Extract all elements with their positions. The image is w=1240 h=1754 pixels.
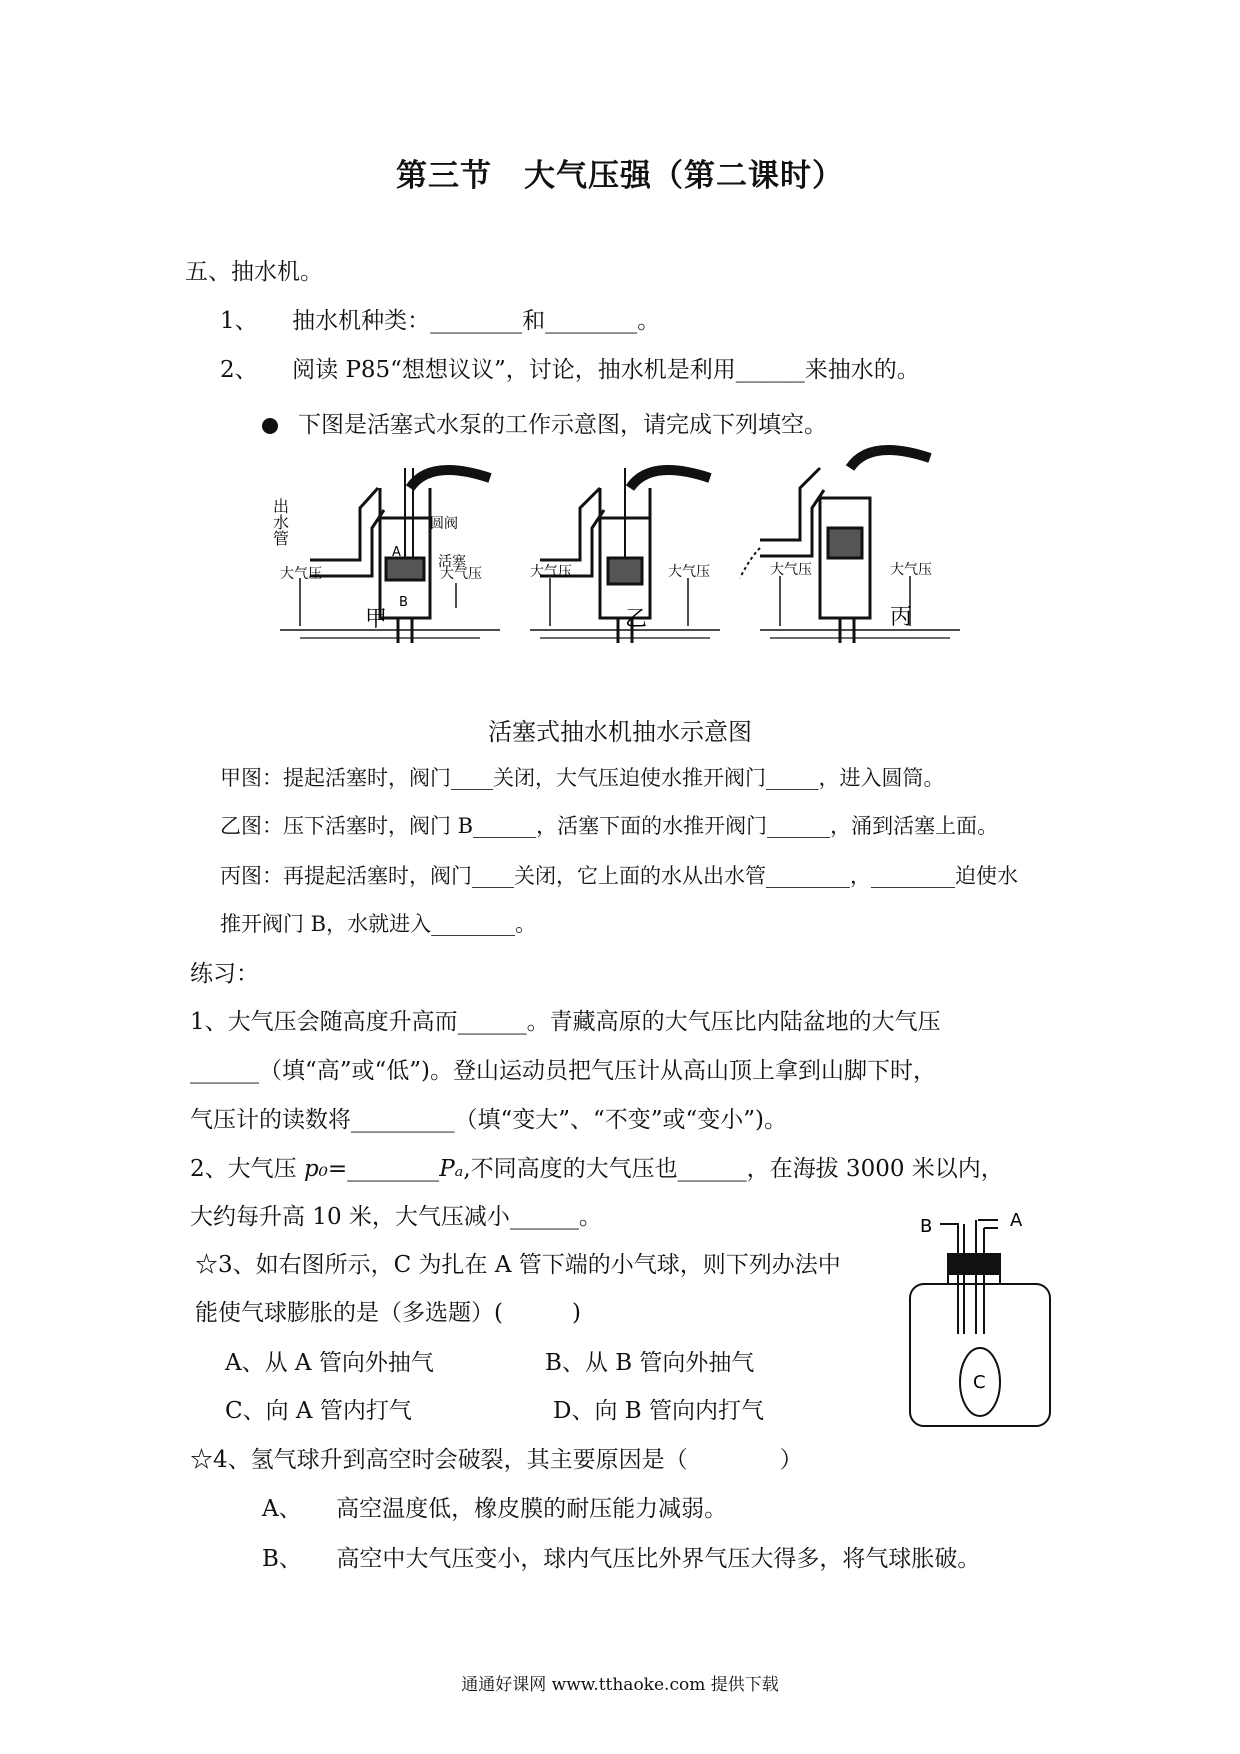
valve-label: 圆阀 <box>430 516 458 532</box>
pump-panel-jia <box>280 468 500 643</box>
item-2: 2、 阅读 P85“想想议议”，讨论，抽水机是利用______来抽水的。 <box>220 357 920 383</box>
q3-option-c: C、向 A 管内打气 <box>225 1398 412 1424</box>
page-footer: 通通好课网 www.tthaoke.com 提供下载 <box>461 1675 779 1695</box>
q2-line-1 <box>190 1150 1004 1183</box>
q3-line-2: 能使气球膨胀的是（多选题）( ) <box>195 1300 581 1326</box>
q4-option-b: B、 高空中大气压变小，球内气压比外界气压大得多，将气球胀破。 <box>262 1546 981 1572</box>
practice-heading: 练习： <box>190 961 259 987</box>
fill-yi: 乙图：压下活塞时，阀门 B______，活塞下面的水推开阀门______，涌到活塞上面。 <box>220 814 999 838</box>
panel-name-yi: 乙 <box>625 607 648 632</box>
valve-b-label: B <box>399 595 408 610</box>
panel-name-bing: 丙 <box>890 605 913 630</box>
jar-label-c: C <box>973 1372 986 1393</box>
pump-diagram <box>270 448 1000 688</box>
atm-label-bing-left: 大气压 <box>770 562 812 578</box>
valve-a-label: A <box>392 545 401 560</box>
bullet-line <box>262 406 827 439</box>
q3-option-b: B、从 B 管向外抽气 <box>545 1350 755 1376</box>
atm-label-jia-right: 大气压 <box>440 566 482 582</box>
piston-label: 活塞 <box>438 554 466 570</box>
atm-label-jia-left: 大气压 <box>280 566 322 582</box>
q2-part-a: 2、大气压 <box>190 1156 304 1182</box>
q1-line-2: ______（填“高”或“低”)。登山运动员把气压计从高山顶上拿到山脚下时， <box>190 1058 937 1084</box>
atm-label-bing-right: 大气压 <box>890 562 932 578</box>
outlet-pipe-label: 出水管 <box>270 498 290 546</box>
item-1: 1、 抽水机种类：________和________。 <box>220 308 661 334</box>
bullet-text: 下图是活塞式水泵的工作示意图，请完成下列填空。 <box>298 412 827 438</box>
atm-label-yi-right: 大气压 <box>668 564 710 580</box>
q1-line-3: 气压计的读数将_________（填“变大”、“不变”或“变小”)。 <box>190 1107 788 1133</box>
figure-caption: 活塞式抽水机抽水示意图 <box>488 718 752 746</box>
section-heading: 五、抽水机。 <box>185 259 323 285</box>
q4-option-a: A、 高空温度低，橡皮膜的耐压能力减弱。 <box>262 1496 728 1522</box>
jar-label-a: A <box>1010 1210 1023 1231</box>
panel-name-jia: 甲 <box>365 607 388 632</box>
q2-pa: Pₐ <box>439 1156 464 1182</box>
fill-bing-1: 丙图：再提起活塞时，阀门____关闭，它上面的水从出水管________，________迫使水 <box>220 864 1018 888</box>
balloon-jar-diagram <box>900 1210 1060 1434</box>
q3-option-a: A、从 A 管向外抽气 <box>225 1350 434 1376</box>
q3-option-d: D、向 B 管向内打气 <box>553 1398 764 1424</box>
page-title: 第三节 大气压强（第二课时） <box>396 158 844 194</box>
q2-part-b: =________ <box>327 1156 440 1182</box>
fill-bing-2: 推开阀门 B，水就进入________。 <box>220 912 537 936</box>
bullet-icon <box>262 418 278 434</box>
q2-part-c: ,不同高度的大气压也______，在海拔 3000 米以内， <box>463 1156 1004 1182</box>
atm-label-yi-left: 大气压 <box>530 564 572 580</box>
q2-line-2: 大约每升高 10 米，大气压减小______。 <box>190 1204 602 1230</box>
pump-panel-bing <box>740 450 960 643</box>
q2-p0: p₀ <box>303 1156 328 1182</box>
q3-line-1: ☆3、如右图所示，C 为扎在 A 管下端的小气球，则下列办法中 <box>195 1252 841 1278</box>
q1-line-1: 1、大气压会随高度升高而______。青藏高原的大气压比内陆盆地的大气压 <box>190 1009 941 1035</box>
q4-line: ☆4、氢气球升到高空时会破裂，其主要原因是（ ） <box>190 1447 803 1473</box>
jar-label-b: B <box>920 1216 933 1237</box>
fill-jia: 甲图：提起活塞时，阀门____关闭，大气压迫使水推开阀门_____，进入圆筒。 <box>220 766 945 790</box>
